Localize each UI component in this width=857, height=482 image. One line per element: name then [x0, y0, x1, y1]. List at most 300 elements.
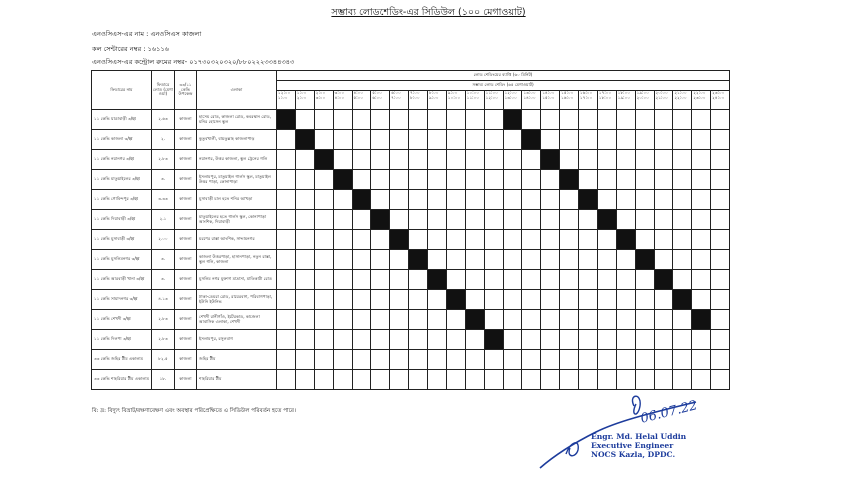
schedule-cell: [654, 370, 673, 390]
schedule-cell: [352, 330, 371, 350]
header-capacity: ফিডারে লোড (মেগা ওয়া): [152, 71, 175, 110]
schedule-cell: [352, 150, 371, 170]
schedule-cell: [409, 150, 428, 170]
schedule-cell: [390, 170, 409, 190]
feeder-name: ১১ কেভি সামাদনগর ৩/হ্ব: [92, 290, 152, 310]
schedule-cell: [541, 290, 560, 310]
slot-end: ১৪:০০: [523, 94, 536, 100]
schedule-cell: [635, 350, 654, 370]
schedule-cell: [522, 150, 541, 170]
schedule-cell: [314, 110, 333, 130]
slot-end: ১৭:০০: [580, 94, 593, 100]
schedule-cell: [503, 190, 522, 210]
schedule-cell: [333, 230, 352, 250]
time-slot-header: [635, 91, 654, 110]
loadshed-cell: [295, 130, 314, 150]
area-description: জহির টীম: [197, 350, 277, 370]
schedule-cell: [446, 330, 465, 350]
schedule-cell: [522, 370, 541, 390]
schedule-cell: [560, 150, 579, 170]
schedule-cell: [560, 350, 579, 370]
schedule-cell: [333, 250, 352, 270]
area-description: শাহরিয়ার টীম: [197, 370, 277, 390]
schedule-cell: [616, 250, 635, 270]
schedule-cell: [409, 110, 428, 130]
area-description: মাতুয়াইলের হতে গার্লস স্কুল, কোনাপাড়া আংশিক, দিয়াবাড়ী: [197, 210, 277, 230]
schedule-cell: [522, 310, 541, 330]
schedule-cell: [314, 210, 333, 230]
schedule-cell: [560, 310, 579, 330]
feeder-name: ১১ কেভি মুসলিমনগর ৩/হ্ব: [92, 250, 152, 270]
schedule-cell: [277, 350, 296, 370]
schedule-cell: [333, 370, 352, 390]
loadshed-cell: [277, 110, 296, 130]
schedule-cell: [465, 170, 484, 190]
schedule-cell: [616, 330, 635, 350]
schedule-cell: [465, 130, 484, 150]
substation-name: কাজলা: [175, 190, 197, 210]
schedule-cell: [352, 130, 371, 150]
schedule-cell: [428, 310, 447, 330]
slot-start: ১১:০০: [485, 90, 498, 95]
schedule-cell: [333, 110, 352, 130]
schedule-cell: [597, 150, 616, 170]
schedule-cell: [295, 270, 314, 290]
schedule-cell: [541, 250, 560, 270]
schedule-cell: [428, 370, 447, 390]
schedule-cell: [503, 350, 522, 370]
schedule-cell: [352, 210, 371, 230]
substation-name: কাজলা: [175, 370, 197, 390]
schedule-cell: [277, 250, 296, 270]
schedule-cell: [579, 110, 598, 130]
schedule-cell: [692, 230, 711, 250]
schedule-cell: [635, 110, 654, 130]
schedule-cell: [579, 170, 598, 190]
schedule-cell: [352, 350, 371, 370]
schedule-cell: [277, 210, 296, 230]
schedule-cell: [673, 110, 692, 130]
schedule-cell: [635, 290, 654, 310]
schedule-cell: [465, 290, 484, 310]
schedule-cell: [692, 190, 711, 210]
schedule-cell: [560, 190, 579, 210]
schedule-cell: [692, 250, 711, 270]
feeder-load: ৩.: [152, 170, 175, 190]
slot-start: ১৫:০০: [561, 90, 574, 95]
schedule-cell: [352, 250, 371, 270]
loadshed-cell: [560, 170, 579, 190]
area-description: শেখদী রানীগাঁও, ইটেরকাড, কাজেলা আবাসিক এলাকা, শেখদী: [197, 310, 277, 330]
area-description: মুসলিম নগর মুক্তাগ মাদ্রাসা, মাতিকাটা রোড: [197, 270, 277, 290]
schedule-cell: [692, 110, 711, 130]
schedule-cell: [428, 350, 447, 370]
schedule-cell: [484, 170, 503, 190]
schedule-cell: [692, 350, 711, 370]
slot-start: ৩:০০: [334, 90, 345, 95]
schedule-cell: [484, 130, 503, 150]
schedule-cell: [484, 190, 503, 210]
schedule-cell: [560, 250, 579, 270]
feeder-name: ১১ কেভি গোবিন্দপুর ৩/হ্ব: [92, 190, 152, 210]
schedule-cell: [371, 130, 390, 150]
loadshed-cell: [428, 270, 447, 290]
schedule-cell: [446, 150, 465, 170]
schedule-cell: [711, 210, 730, 230]
loadshed-cell: [616, 230, 635, 250]
schedule-cell: [409, 170, 428, 190]
schedule-cell: [560, 330, 579, 350]
slot-end: ১৯:০০: [617, 94, 631, 100]
slot-start: ১:০০: [296, 90, 307, 95]
feeder-name: ১১ কেভি শেখদী ৩/হ্ব: [92, 310, 152, 330]
schedule-cell: [597, 310, 616, 330]
time-slot-header: [277, 91, 296, 110]
schedule-cell: [409, 330, 428, 350]
schedule-cell: [314, 250, 333, 270]
feeder-name: ৩৩ কেভি শাহরিয়ার টীম একালাম: [92, 370, 152, 390]
schedule-cell: [371, 310, 390, 330]
slot-start: ২৩:০০: [712, 90, 725, 95]
table-row: [92, 170, 730, 190]
schedule-cell: [409, 350, 428, 370]
schedule-cell: [428, 230, 447, 250]
slot-start: ১৯:০০: [636, 90, 649, 95]
slot-end: ২৪:০০: [712, 94, 725, 100]
slot-end: ১২:০০: [485, 94, 498, 100]
schedule-cell: [673, 330, 692, 350]
time-slot-header: [560, 91, 579, 110]
schedule-cell: [522, 350, 541, 370]
schedule-cell: [446, 110, 465, 130]
loadshed-cell: [314, 150, 333, 170]
schedule-cell: [673, 170, 692, 190]
schedule-cell: [616, 170, 635, 190]
schedule-cell: [560, 290, 579, 310]
schedule-cell: [522, 170, 541, 190]
schedule-cell: [295, 230, 314, 250]
schedule-cell: [446, 190, 465, 210]
schedule-cell: [314, 270, 333, 290]
schedule-cell: [541, 170, 560, 190]
schedule-cell: [522, 250, 541, 270]
time-slot-header: [597, 91, 616, 110]
feeder-load: ১৮.: [152, 370, 175, 390]
schedule-cell: [333, 130, 352, 150]
area-description: ঢাকা-ডেমরা রোড, রায়েরবাগ, পরিবাগপাড়া, ইউনি ইউনিভ: [197, 290, 277, 310]
schedule-cell: [579, 210, 598, 230]
signature-date: 06.07.22: [639, 398, 699, 427]
feeder-name: ১১ কেভি দিয়াবাড়ী ৩/হ্ব: [92, 210, 152, 230]
schedule-cell: [446, 170, 465, 190]
schedule-cell: [409, 230, 428, 250]
schedule-cell: [654, 330, 673, 350]
feeder-name: ১১ কেভি কাজলা ৩/হ্ব: [92, 130, 152, 150]
time-slot-header: [333, 91, 352, 110]
schedule-cell: [352, 230, 371, 250]
area-description: কাজলা উত্তরপাড়া, হাসানপাড়া, নতুন রাস্তা, স্কুল গলি, কাজলা: [197, 250, 277, 270]
substation-name: কাজলা: [175, 350, 197, 370]
slot-start: ৭:০০: [410, 90, 420, 95]
time-slot-header: [654, 91, 673, 110]
loadshed-cell: [484, 330, 503, 350]
schedule-cell: [295, 250, 314, 270]
time-slot-header: [428, 91, 447, 110]
slot-end: ১৮:০০: [598, 94, 612, 100]
schedule-cell: [333, 290, 352, 310]
substation-name: কাজলা: [175, 150, 197, 170]
loadshed-cell: [409, 250, 428, 270]
schedule-cell: [597, 370, 616, 390]
schedule-cell: [597, 350, 616, 370]
schedule-cell: [522, 230, 541, 250]
slot-start: ৮:০০: [429, 90, 439, 95]
slot-start: ২২:০০: [693, 90, 706, 95]
schedule-cell: [333, 310, 352, 330]
schedule-cell: [371, 350, 390, 370]
feeder-name: ১১ কেভি আরবাড়ী খানা ৩/হ্ব: [92, 270, 152, 290]
time-slot-header: [409, 91, 428, 110]
schedule-cell: [635, 170, 654, 190]
feeder-load: ২.৮৩: [152, 150, 175, 170]
schedule-cell: [597, 270, 616, 290]
schedule-cell: [522, 190, 541, 210]
schedule-cell: [371, 290, 390, 310]
signer-name: Engr. Md. Helal Uddin: [591, 432, 687, 441]
schedule-cell: [541, 310, 560, 330]
slot-start: ৫:০০: [372, 90, 382, 95]
schedule-cell: [409, 210, 428, 230]
schedule-cell: [371, 190, 390, 210]
feeder-name: ১১ কেভি মুসাবাড়ী ৩/হ্ব: [92, 230, 152, 250]
schedule-cell: [579, 270, 598, 290]
slot-end: ১১:০০: [466, 94, 480, 100]
schedule-cell: [711, 250, 730, 270]
schedule-cell: [314, 350, 333, 370]
schedule-cell: [616, 290, 635, 310]
schedule-cell: [390, 190, 409, 210]
schedule-cell: [428, 210, 447, 230]
schedule-cell: [597, 250, 616, 270]
table-row: [92, 190, 730, 210]
schedule-cell: [277, 150, 296, 170]
loadshed-cell: [465, 310, 484, 330]
loadshed-cell: [446, 290, 465, 310]
schedule-cell: [428, 170, 447, 190]
loadshed-cell: [597, 210, 616, 230]
time-slot-header: [616, 91, 635, 110]
feeder-load: ২.৬৩: [152, 110, 175, 130]
schedule-cell: [465, 150, 484, 170]
schedule-cell: [352, 110, 371, 130]
schedule-cell: [371, 230, 390, 250]
schedule-cell: [616, 270, 635, 290]
schedule-cell: [673, 350, 692, 370]
schedule-cell: [635, 330, 654, 350]
time-slot-header: [314, 91, 333, 110]
schedule-cell: [446, 310, 465, 330]
schedule-cell: [352, 370, 371, 390]
schedule-cell: [635, 270, 654, 290]
schedule-cell: [314, 310, 333, 330]
schedule-cell: [560, 110, 579, 130]
schedule-cell: [541, 230, 560, 250]
feeder-load: ৩.: [152, 250, 175, 270]
slot-end: ১৫:০০: [542, 94, 555, 100]
schedule-cell: [560, 370, 579, 390]
schedule-cell: [465, 210, 484, 230]
slot-end: ৬:০০: [372, 94, 382, 100]
table-row: [92, 150, 730, 170]
schedule-cell: [692, 270, 711, 290]
schedule-cell: [711, 130, 730, 150]
schedule-cell: [635, 130, 654, 150]
slot-start: ১২:০০: [278, 90, 291, 95]
loadshed-cell: [673, 290, 692, 310]
feeder-load: ২.১: [152, 210, 175, 230]
time-slot-header: [295, 91, 314, 110]
slot-end: ১৩:০০: [504, 94, 517, 100]
slot-start: ১০:০০: [466, 90, 480, 95]
signer-office: NOCS Kazla, DPDC.: [591, 450, 676, 460]
schedule-cell: [635, 370, 654, 390]
schedule-cell: [654, 110, 673, 130]
schedule-cell: [503, 230, 522, 250]
slot-start: ২:০০: [315, 90, 326, 95]
time-slot-header: [711, 91, 730, 110]
signer-title: Executive Engineer: [591, 441, 674, 451]
area-description: মুসাবাড়ী চাল হতে শনির আখড়া: [197, 190, 277, 210]
schedule-cell: [277, 290, 296, 310]
table-row: [92, 250, 730, 270]
slot-start: ১২:০০: [504, 90, 517, 95]
schedule-cell: [277, 310, 296, 330]
time-slot-header: [541, 91, 560, 110]
feeder-load: ৮২.৫: [152, 350, 175, 370]
slot-start: ১৪:০০: [542, 90, 555, 95]
schedule-cell: [673, 270, 692, 290]
schedule-cell: [390, 350, 409, 370]
schedule-cell: [428, 330, 447, 350]
schedule-cell: [673, 250, 692, 270]
schedule-cell: [295, 170, 314, 190]
schedule-cell: [390, 370, 409, 390]
schedule-cell: [446, 250, 465, 270]
slot-end: ২৩:০০: [693, 94, 706, 100]
table-row: [92, 230, 730, 250]
schedule-cell: [390, 150, 409, 170]
schedule-cell: [484, 110, 503, 130]
schedule-cell: [409, 310, 428, 330]
schedule-cell: [277, 130, 296, 150]
feeder-name: ১১ কেভি দিলপা ৩/হ্ব: [92, 330, 152, 350]
time-slot-header: [579, 91, 598, 110]
schedule-cell: [654, 310, 673, 330]
schedule-cell: [597, 230, 616, 250]
schedule-cell: [503, 210, 522, 230]
schedule-cell: [371, 330, 390, 350]
schedule-cell: [314, 330, 333, 350]
schedule-cell: [579, 230, 598, 250]
schedule-cell: [673, 190, 692, 210]
substation-name: কাজলা: [175, 210, 197, 230]
control-room-number: এনওসিএস-এর কন্ট্রোল রুমের নম্বর- ০১৭৩০৩২০৩২০/৮৮০২২২৩৩৪৪৩৪৩: [92, 58, 295, 66]
substation-name: কাজলা: [175, 170, 197, 190]
substation-name: কাজলা: [175, 310, 197, 330]
schedule-cell: [446, 350, 465, 370]
slot-start: ৯:০০: [447, 90, 458, 95]
feeder-name: ১১ কেভি মাতুয়াইলের ৩/হ্ব: [92, 170, 152, 190]
slot-end: ৩:০০: [315, 94, 326, 100]
schedule-cell: [579, 150, 598, 170]
schedule-cell: [597, 290, 616, 310]
schedule-cell: [522, 270, 541, 290]
schedule-cell: [597, 110, 616, 130]
schedule-cell: [446, 210, 465, 230]
schedule-cell: [371, 150, 390, 170]
signature-block: [591, 432, 686, 459]
loadshed-cell: [333, 170, 352, 190]
schedule-cell: [484, 150, 503, 170]
header-area: এলাকা: [197, 71, 277, 110]
slot-start: ২১:০০: [674, 90, 687, 95]
schedule-cell: [692, 150, 711, 170]
schedule-cell: [522, 210, 541, 230]
schedule-cell: [333, 270, 352, 290]
schedule-cell: [277, 330, 296, 350]
area-description: ইসলামপুর, রসুলবাগ: [197, 330, 277, 350]
schedule-cell: [295, 310, 314, 330]
schedule-cell: [692, 370, 711, 390]
table-row: [92, 270, 730, 290]
schedule-cell: [446, 270, 465, 290]
schedule-cell: [333, 150, 352, 170]
substation-name: কাজলা: [175, 110, 197, 130]
schedule-cell: [409, 270, 428, 290]
schedule-cell: [692, 330, 711, 350]
substation-name: কাজলা: [175, 130, 197, 150]
schedule-cell: [711, 190, 730, 210]
slot-start: ৬:০০: [391, 90, 401, 95]
schedule-cell: [371, 110, 390, 130]
schedule-cell: [465, 230, 484, 250]
schedule-cell: [390, 250, 409, 270]
time-slot-header: [446, 91, 465, 110]
schedule-cell: [277, 270, 296, 290]
schedule-cell: [314, 190, 333, 210]
schedule-cell: [673, 230, 692, 250]
substation-name: কাজলা: [175, 250, 197, 270]
schedule-cell: [295, 190, 314, 210]
area-description: ইসলামপুর, মাতুয়াইল গার্লস স্কুল, মাতুয়াইল উত্তর পাড়া, কোনাপাড়া: [197, 170, 277, 190]
schedule-cell: [503, 170, 522, 190]
substation-name: কাজলা: [175, 330, 197, 350]
schedule-cell: [654, 350, 673, 370]
schedule-title: সম্ভাব্য লোডশেডিং-এর সিডিউল (১০০ মেগাওয়াট): [331, 7, 526, 18]
slot-end: ১৬:০০: [561, 94, 574, 100]
schedule-cell: [711, 350, 730, 370]
schedule-cell: [616, 350, 635, 370]
schedule-cell: [277, 230, 296, 250]
schedule-cell: [503, 150, 522, 170]
time-slot-header: [465, 91, 484, 110]
schedule-cell: [390, 210, 409, 230]
schedule-cell: [692, 210, 711, 230]
schedule-cell: [503, 250, 522, 270]
schedule-cell: [446, 230, 465, 250]
loadshed-cell: [654, 270, 673, 290]
slot-end: ৮:০০: [410, 94, 420, 100]
